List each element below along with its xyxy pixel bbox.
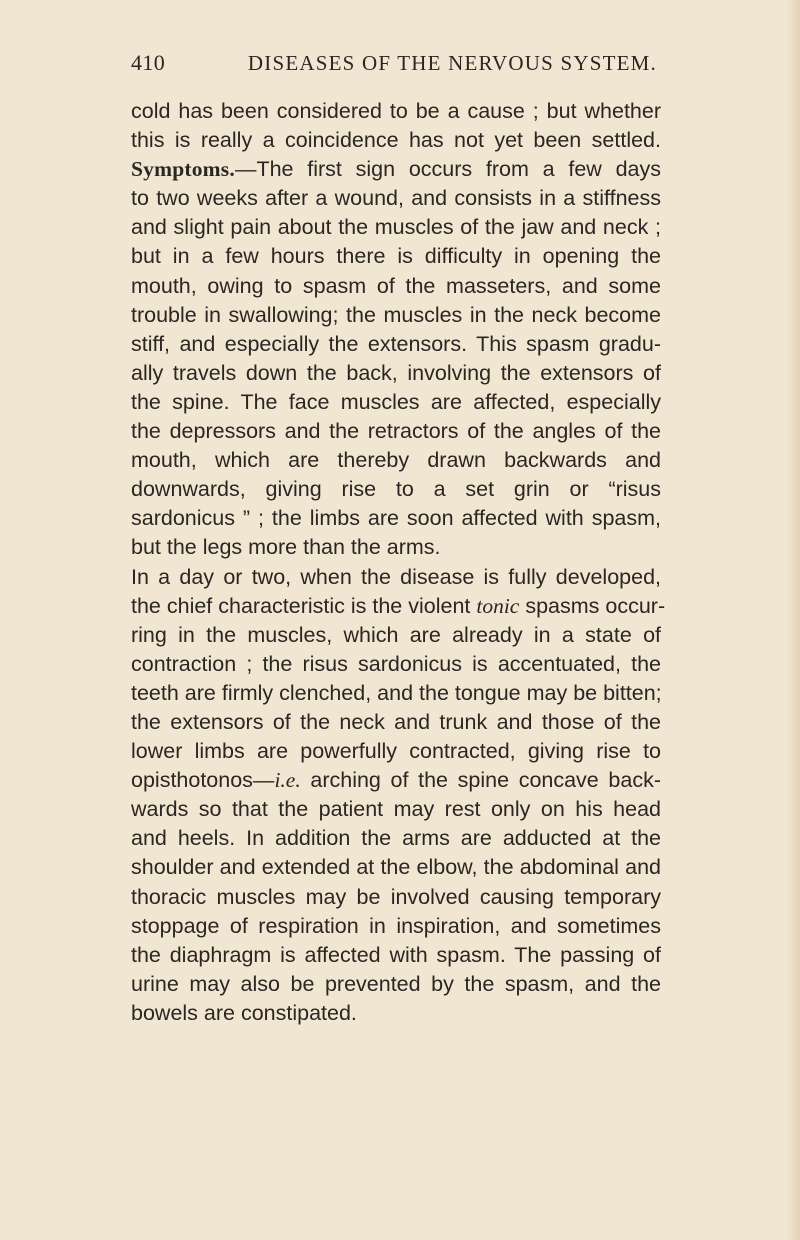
- text-line: wards so that the patient may rest only on his head: [131, 797, 661, 822]
- text-span: the chief characteristic is the violent: [131, 593, 477, 618]
- text-line: the diaphragm is affected with spasm. The passing of: [131, 942, 661, 967]
- text-line: teeth are firmly clenched, and the tongue may be bitten;: [131, 680, 662, 705]
- text-span: arching of the spine concave back-: [300, 768, 661, 793]
- text-line: sardonicus ” ; the limbs are soon affected with spasm,: [131, 506, 661, 531]
- text-line: mouth, owing to spasm of the masseters, and some: [131, 273, 661, 298]
- text-line: but the legs more than the arms.: [131, 535, 441, 560]
- text-line: trouble in swallowing; the muscles in the neck become: [131, 302, 661, 327]
- text-line: downwards, giving rise to a set grin or “risus: [131, 477, 661, 502]
- text-line: but in a few hours there is difficulty in opening the: [131, 244, 661, 269]
- text-span: opisthotonos—: [131, 768, 275, 793]
- body-text: [131, 97, 666, 1028]
- text-line: ring in the muscles, which are already in a state of: [131, 622, 661, 647]
- text-span: —The first sign occurs from a few days: [234, 157, 661, 182]
- text-line: contraction ; the risus sardonicus is accentuated, the: [131, 651, 661, 676]
- text-line: lower limbs are powerfully contracted, giving rise to: [131, 739, 661, 764]
- text-line: [131, 592, 666, 621]
- text-line: and heels. In addition the arms are adducted at the: [131, 826, 661, 851]
- text-line: stiff, and especially the extensors. This spasm gradu-: [131, 331, 661, 356]
- text-line: the extensors of the neck and trunk and those of the: [131, 709, 661, 734]
- running-title: DISEASES OF THE NERVOUS SYSTEM.: [247, 51, 657, 75]
- italic-abbreviation-ie: i.e.: [274, 768, 301, 793]
- page-number: 410: [131, 50, 166, 75]
- text-line: thoracic muscles may be involved causing temporary: [131, 884, 661, 909]
- text-line: shoulder and extended at the elbow, the abdominal and: [131, 855, 661, 880]
- text-line: to two weeks after a wound, and consists in a stiffness: [131, 186, 661, 211]
- text-span: spasms occur-: [519, 593, 666, 618]
- text-line: and slight pain about the muscles of the jaw and neck ;: [131, 215, 661, 240]
- text-line: urine may also be prevented by the spasm, and the: [131, 971, 661, 996]
- running-header: [131, 50, 657, 76]
- text-line: the spine. The face muscles are affected, especially: [131, 389, 661, 414]
- text-line: bowels are constipated.: [131, 1000, 357, 1025]
- text-line: stoppage of respiration in inspiration, and sometimes: [131, 913, 661, 938]
- italic-term-tonic: tonic: [476, 593, 520, 618]
- text-line: [131, 155, 661, 184]
- text-line: this is really a coincidence has not yet been settled.: [131, 128, 661, 153]
- text-line: [131, 766, 661, 795]
- page-edge-shading: [786, 0, 800, 1240]
- text-line: cold has been considered to be a cause ; but whether: [131, 99, 661, 123]
- text-line: mouth, which are thereby drawn backwards and: [131, 448, 661, 473]
- text-line: ally travels down the back, involving the extensors of: [131, 360, 661, 385]
- text-line: In a day or two, when the disease is fully developed,: [131, 564, 661, 589]
- text-line: the depressors and the retractors of the angles of the: [131, 419, 661, 444]
- section-heading-symptoms: Symptoms.: [131, 157, 235, 182]
